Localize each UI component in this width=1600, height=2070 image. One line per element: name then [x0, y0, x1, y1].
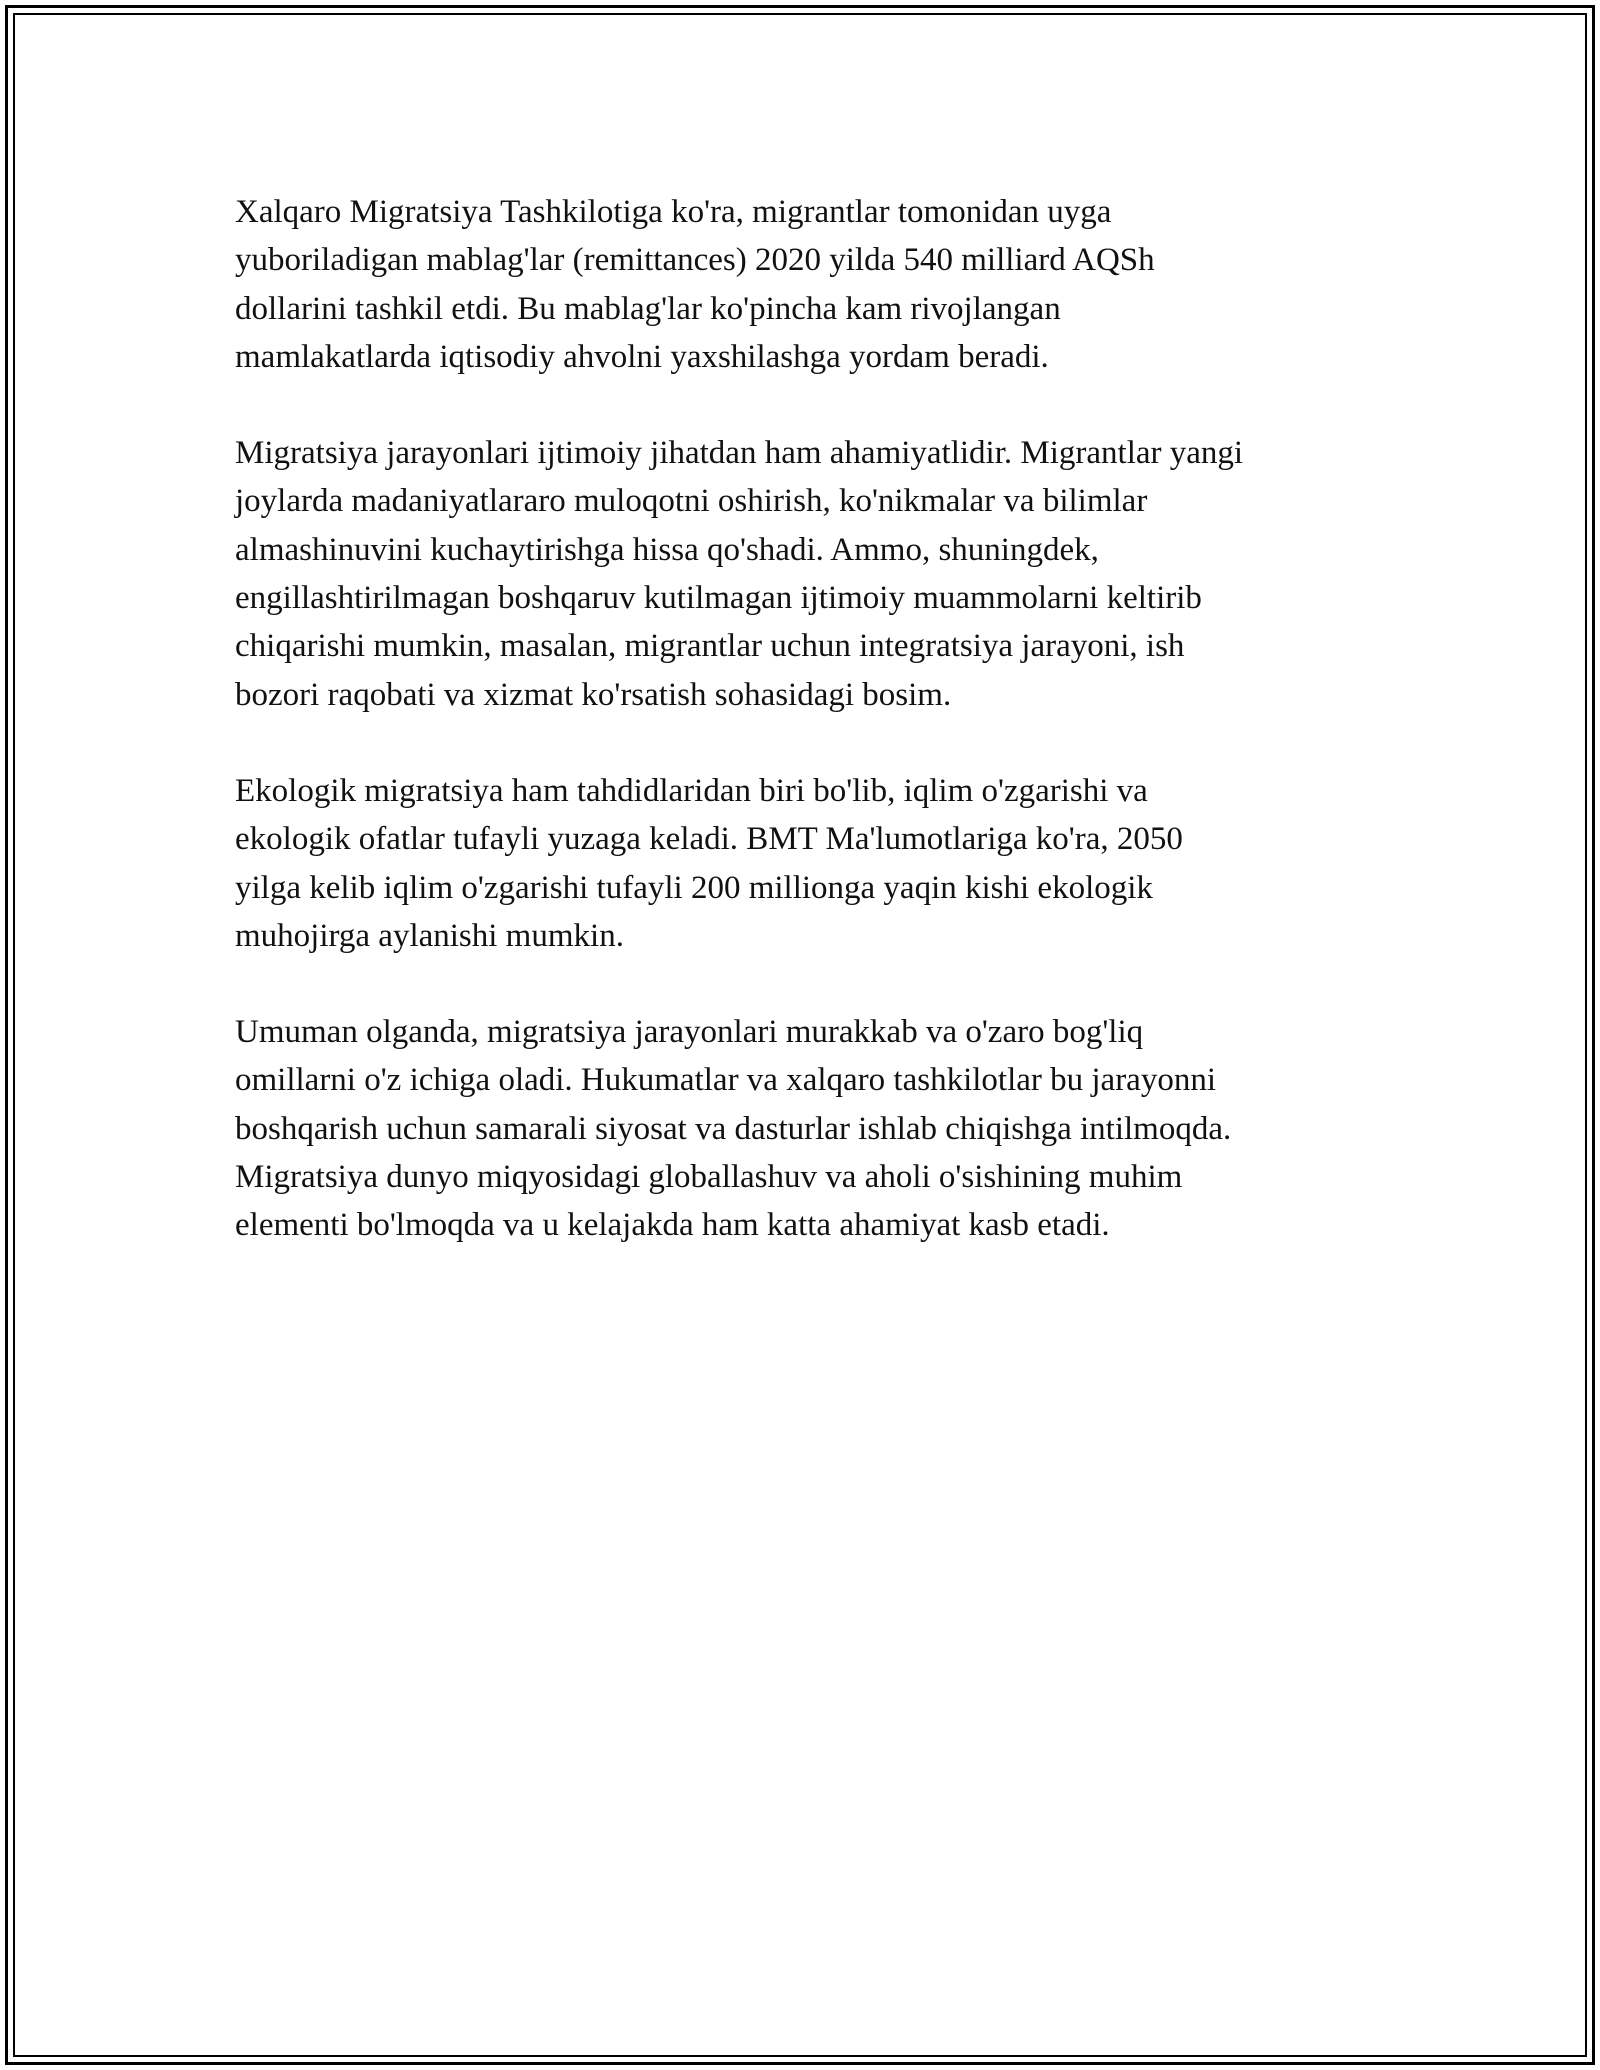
- paragraph-conclusion: [235, 1008, 1375, 1249]
- text-line: engillashtirilmagan boshqaruv kutilmagan ijtimoiy muammolarni keltirib: [235, 580, 1202, 617]
- document-body: [235, 188, 1375, 1298]
- text-line: chiqarishi mumkin, masalan, migrantlar uchun integratsiya jarayoni, ish: [235, 628, 1185, 665]
- text-line: elementi bo'lmoqda va u kelajakda ham katta ahamiyat kasb etadi.: [235, 1207, 1110, 1244]
- text-line: Xalqaro Migratsiya Tashkilotiga ko'ra, migrantlar tomonidan uyga: [235, 194, 1112, 230]
- text-line: bozori raqobati va xizmat ko'rsatish sohasidagi bosim.: [235, 676, 952, 713]
- text-line: mamlakatlarda iqtisodiy ahvolni yaxshilashga yordam beradi.: [235, 338, 1049, 375]
- paragraph-ecological-migration: [235, 767, 1375, 960]
- text-line: Ekologik migratsiya ham tahdidlaridan biri bo'lib, iqlim o'zgarishi va: [235, 772, 1148, 809]
- text-line: Migratsiya jarayonlari ijtimoiy jihatdan ham ahamiyatlidir. Migrantlar yangi: [235, 435, 1244, 472]
- paragraph-remittances: [235, 188, 1375, 381]
- text-line: muhojirga aylanishi mumkin.: [235, 917, 624, 954]
- paragraph-social-aspects: [235, 429, 1375, 719]
- text-line: omillarni o'z ichiga oladi. Hukumatlar va xalqaro tashkilotlar bu jarayonni: [235, 1062, 1216, 1099]
- text-line: ekologik ofatlar tufayli yuzaga keladi. BMT Ma'lumotlariga ko'ra, 2050: [235, 821, 1183, 858]
- text-line: yilga kelib iqlim o'zgarishi tufayli 200 millionga yaqin kishi ekologik: [235, 869, 1153, 906]
- text-line: almashinuvini kuchaytirishga hissa qo'shadi. Ammo, shuningdek,: [235, 531, 1099, 568]
- text-line: boshqarish uchun samarali siyosat va dasturlar ishlab chiqishga intilmoqda.: [235, 1110, 1232, 1147]
- text-line: Migratsiya dunyo miqyosidagi globallashuv va aholi o'sishining muhim: [235, 1159, 1183, 1196]
- text-line: dollarini tashkil etdi. Bu mablag'lar ko'pincha kam rivojlangan: [235, 290, 1061, 327]
- text-line: yuboriladigan mablag'lar (remittances) 2020 yilda 540 milliard AQSh: [235, 242, 1155, 279]
- text-line: Umuman olganda, migratsiya jarayonlari murakkab va o'zaro bog'liq: [235, 1014, 1144, 1051]
- text-line: joylarda madaniyatlararo muloqotni oshirish, ko'nikmalar va bilimlar: [235, 483, 1148, 520]
